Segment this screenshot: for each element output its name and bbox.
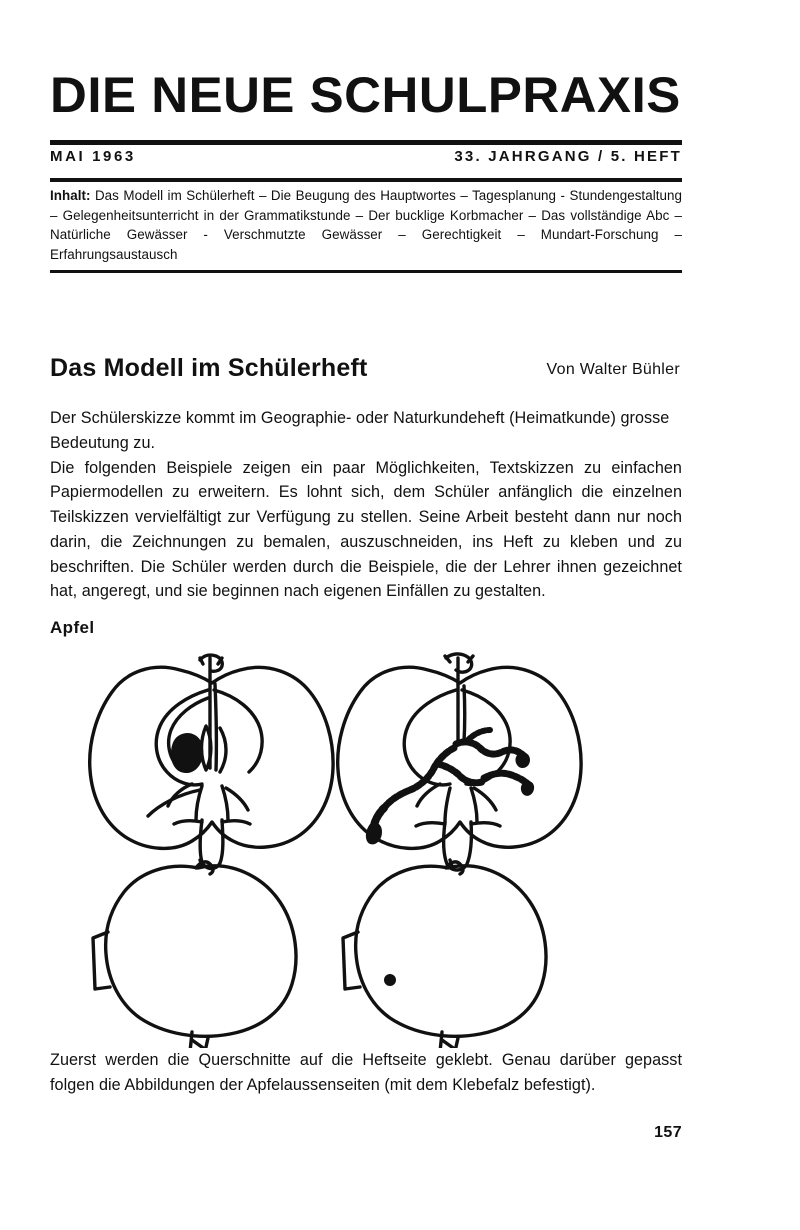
masthead-rule-top: [50, 140, 682, 145]
article-header: [50, 354, 682, 383]
article-subheading: Apfel: [50, 618, 95, 637]
apple-cross-section-with-worm-tunnels: [338, 654, 581, 870]
contents-list: Das Modell im Schülerheft – Die Beugung des Hauptwortes – Tagesplanung - Stundengestaltung – Gelegenheitsunterricht in der Grammatikstunde – Der bucklige Korbmacher – Das vollständige Abc – Natürliche Gewässer - Verschmutzte Gewässer – Gerechtigkeit – Mundart-Forschung – Erfahrungsaustausch: [50, 188, 682, 263]
contents-block: [50, 186, 682, 265]
contents-rule-bottom: [50, 270, 682, 273]
issue-volume: 33. JAHRGANG / 5. HEFT: [454, 148, 682, 165]
apple-cross-section-with-seed: [90, 655, 333, 868]
issue-date: MAI 1963: [50, 148, 136, 165]
apple-illustration-figure: [40, 648, 690, 1048]
masthead-title: DIE NEUE SCHULPRAXIS: [50, 67, 681, 123]
article-paragraph-1: Der Schülerskizze kommt im Geographie- oder Naturkundeheft (Heimatkunde) grosse Bedeutung zu.: [50, 409, 670, 452]
issue-line: [50, 148, 682, 165]
apple-whole-outline-plain: [93, 860, 296, 1048]
article-paragraph-2: Die folgenden Beispiele zeigen ein paar Möglichkeiten, Textskizzen zu einfachen Papiermodellen zu erweitern. Es lohnt sich, dem Schüler anfänglich die einzelnen Teilskizzen vervielfältigt zur Verfügung zu stellen. Seine Arbeit besteht dann nur noch darin, die Zeichnungen zu bemalen, auszuschneiden, ins Heft zu kleben und zu beschriften. Die Schüler werden durch die Beispiele, die der Lehrer ihnen gezeichnet hat, angeregt, und sie beginnen nach eigenen Einfällen zu gestalten.: [50, 458, 682, 601]
article-body: [50, 406, 682, 604]
contents-rule-top: [50, 178, 682, 182]
article-title: Das Modell im Schülerheft: [50, 354, 368, 382]
contents-label: Inhalt:: [50, 188, 91, 203]
article-byline: Von Walter Bühler: [546, 361, 680, 378]
page-number: 157: [654, 1124, 682, 1141]
wormhole-dot: [385, 975, 395, 985]
figure-caption-text: Zuerst werden die Querschnitte auf die Heftseite geklebt. Genau darüber gepasst folgen die Abbildungen der Apfelaussenseiten (mit dem Klebefalz befestigt).: [50, 1051, 682, 1094]
figure-caption: [50, 1048, 682, 1098]
apple-whole-outline-with-wormhole: [343, 860, 546, 1048]
